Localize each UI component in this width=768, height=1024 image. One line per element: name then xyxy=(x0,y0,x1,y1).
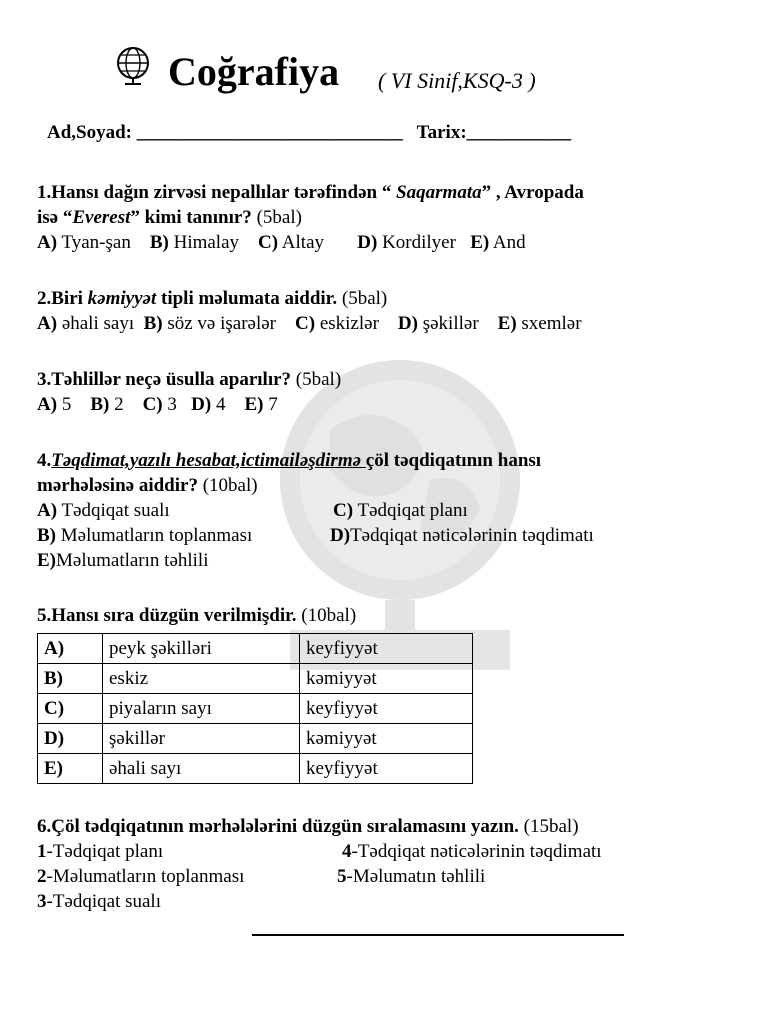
option-a[interactable]: A) Tədqiqat sualı xyxy=(37,500,170,521)
option-d[interactable]: D) şəkillər xyxy=(397,313,479,334)
page-subtitle: ( VI Sinif,KSQ-3 ) xyxy=(378,68,536,93)
question-2: 2.Biri kəmiyyət tipli məlumata aiddir. (5bal) xyxy=(37,288,388,309)
option-e[interactable]: E) 7 xyxy=(244,394,278,415)
list-item: 3-Tədqiqat sualı xyxy=(37,891,161,912)
question-5: 5.Hansı sıra düzgün verilmişdir. (10bal) xyxy=(37,605,357,626)
option-a[interactable]: A) əhali sayı xyxy=(37,313,135,334)
name-label: Ad,Soyad: xyxy=(47,122,132,143)
question-1-options xyxy=(37,232,526,254)
answer-line[interactable] xyxy=(252,934,624,936)
name-row xyxy=(47,122,571,144)
table-row[interactable]: C) piyaların sayı keyfiyyət xyxy=(38,694,473,724)
globe-icon xyxy=(112,44,154,86)
name-field[interactable]: ____________________________ xyxy=(136,122,403,143)
table-row[interactable]: D) şəkillər kəmiyyət xyxy=(38,724,473,754)
option-c[interactable]: C) Tədqiqat planı xyxy=(333,500,468,521)
question-4-line-1: 4.Təqdimat,yazılı hesabat,ictimailəşdirmə çöl təqdiqatının hansı xyxy=(37,450,542,471)
option-c[interactable]: C) 3 xyxy=(142,394,177,415)
option-e[interactable]: E)Məlumatların təhlili xyxy=(37,550,209,571)
date-field[interactable]: ___________ xyxy=(466,122,572,143)
option-b[interactable]: B) söz və işarələr xyxy=(143,313,277,334)
table-row[interactable]: B) eskiz kəmiyyət xyxy=(38,664,473,694)
option-c[interactable]: C) Altay xyxy=(258,232,325,253)
question-4-line-2: mərhələsinə aiddir? (10bal) xyxy=(37,475,258,496)
question-3: 3.Təhlillər neçə üsulla aparılır? (5bal) xyxy=(37,369,342,390)
option-d[interactable]: D) Kordilyer xyxy=(357,232,456,253)
option-a[interactable]: A) 5 xyxy=(37,394,72,415)
question-3-options xyxy=(37,394,278,416)
question-6: 6.Çöl tədqiqatının mərhələlərini düzgün sıralamasını yazın. (15bal) xyxy=(37,816,579,837)
option-e[interactable]: E) sxemlər xyxy=(497,313,582,334)
option-b[interactable]: B) Məlumatların toplanması xyxy=(37,525,253,546)
answer-table xyxy=(37,633,473,784)
list-item: 1-Tədqiqat planı xyxy=(37,841,164,862)
list-item: 5-Məlumatın təhlili xyxy=(337,866,486,887)
option-e[interactable]: E) And xyxy=(470,232,526,253)
option-c[interactable]: C) eskizlər xyxy=(295,313,379,334)
table-row[interactable]: E) əhali sayı keyfiyyət xyxy=(38,754,473,784)
list-item: 2-Məlumatların toplanması xyxy=(37,866,245,887)
table-row[interactable]: A) peyk şəkilləri keyfiyyət xyxy=(38,634,473,664)
option-b[interactable]: B) Himalay xyxy=(149,232,240,253)
date-label: Tarix: xyxy=(416,122,467,143)
question-1-line-1: 1.Hansı dağın zirvəsi nepallılar tərəfindən “ Saqarmata” , Avropada xyxy=(37,182,584,203)
question-1-line-2: isə “Everest” kimi tanınır? (5bal) xyxy=(37,207,302,228)
option-a[interactable]: A) Tyan-şan xyxy=(37,232,131,253)
page-title: Coğrafiya xyxy=(168,49,340,94)
option-b[interactable]: B) 2 xyxy=(90,394,124,415)
question-2-options xyxy=(37,313,582,335)
option-d[interactable]: D) 4 xyxy=(191,394,226,415)
list-item: 4-Tədqiqat nəticələrinin təqdimatı xyxy=(342,841,602,862)
option-d[interactable]: D)Tədqiqat nəticələrinin təqdimatı xyxy=(330,525,594,546)
